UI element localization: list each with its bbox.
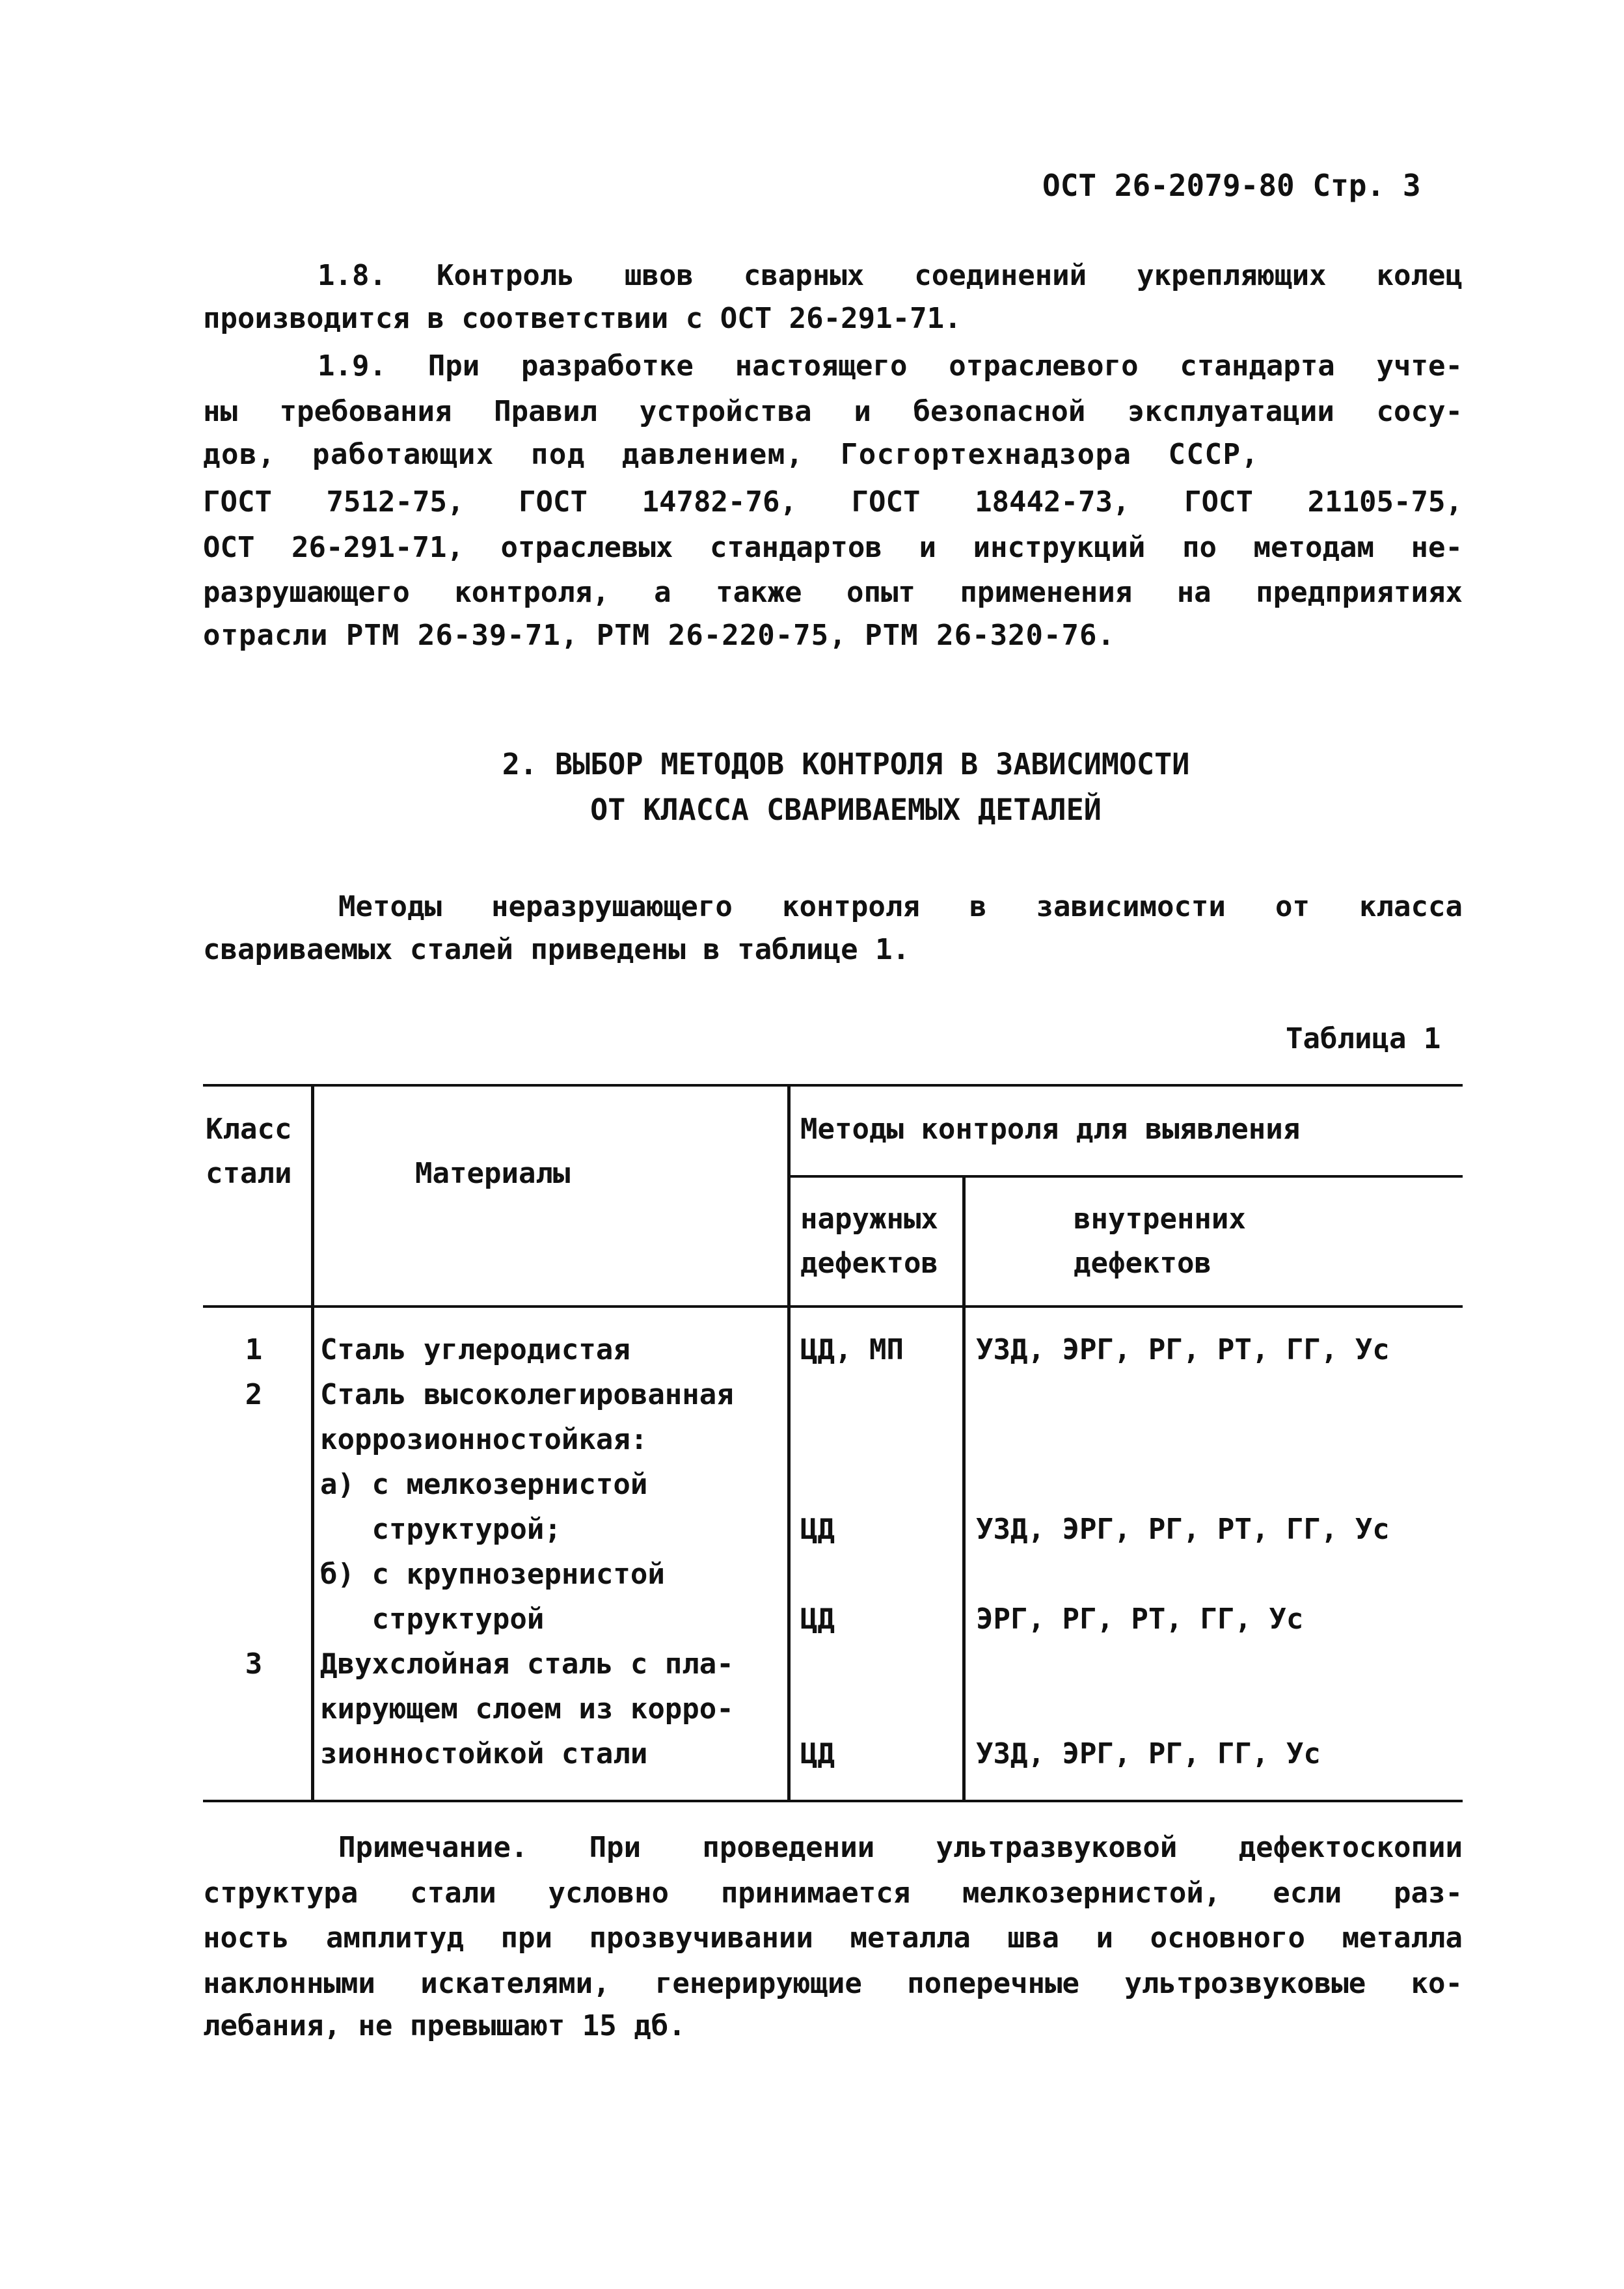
section-heading-line-1: 2. ВЫБОР МЕТОДОВ КОНТРОЛЯ В ЗАВИСИМОСТИ — [502, 747, 1190, 781]
p19-line-4: ГОСТ 7512-75, ГОСТ 14782-76, ГОСТ 18442-73, ГОСТ 21105-75, — [203, 485, 1463, 519]
header-class-line-1: Класс — [206, 1113, 292, 1146]
row-external: ЦД, МП — [800, 1333, 904, 1366]
intro-line-2: свариваемых сталей приведены в таблице 1. — [203, 933, 910, 966]
row-material: Сталь углеродистая — [320, 1333, 630, 1366]
row-material: зионностойкой стали — [320, 1737, 648, 1770]
p19-line-7: отрасли РТМ 26-39-71, РТМ 26-220-75, РТМ 26-320-76. — [203, 619, 1116, 652]
row-external: ЦД — [800, 1737, 835, 1770]
row-material: а) с мелкозернистой — [320, 1468, 648, 1501]
row-internal: ЭРГ, РГ, РТ, ГГ, Ус — [976, 1603, 1304, 1636]
p19-line-5: ОСТ 26-291-71, отраслевых стандартов и инструкций по методам не- — [203, 531, 1463, 564]
row-external: ЦД — [800, 1513, 835, 1546]
row-material: б) с крупнозернистой — [320, 1558, 665, 1591]
table-rule-bottom — [203, 1800, 1463, 1802]
row-class: 1 — [245, 1333, 263, 1366]
header-methods: Методы контроля для выявления — [800, 1113, 1301, 1146]
table-divider-external — [962, 1175, 966, 1802]
p19-line-6: разрушающего контроля, а также опыт применения на предприятиях — [203, 576, 1463, 609]
p19-line-1: 1.9. При разработке настоящего отраслевого стандарта учте- — [318, 349, 1463, 383]
header-class-line-2: стали — [206, 1157, 292, 1190]
header-internal-line-1: внутренних — [1074, 1202, 1246, 1236]
note-line-5: лебания, не превышают 15 дб. — [203, 2009, 686, 2042]
header-external-line-1: наружных — [800, 1202, 938, 1236]
table-rule-methods — [789, 1175, 1463, 1178]
row-material: Двухслойная сталь с пла- — [320, 1647, 734, 1681]
row-external: ЦД — [800, 1603, 835, 1636]
page-header: ОСТ 26-2079-80 Стр. 3 — [1042, 168, 1421, 203]
row-material: кирующем слоем из корро- — [320, 1692, 734, 1726]
row-material: структурой — [320, 1603, 545, 1636]
row-internal: УЗД, ЭРГ, РГ, РТ, ГГ, Ус — [976, 1513, 1390, 1546]
row-class: 3 — [245, 1647, 263, 1681]
header-external-line-2: дефектов — [800, 1247, 938, 1280]
table-rule-header-bottom — [203, 1305, 1463, 1308]
p18-line-1: 1.8. Контроль швов сварных соединений укрепляющих колец — [318, 259, 1463, 292]
p19-line-2: ны требования Правил устройства и безопасной эксплуатации сосу- — [203, 395, 1463, 428]
note-line-3: ность амплитуд при прозвучивании металла шва и основного металла — [203, 1921, 1463, 1955]
intro-line-1: Методы неразрушающего контроля в зависимости от класса — [338, 890, 1463, 923]
note-line-2: структура стали условно принимается мелкозернистой, если раз- — [203, 1876, 1463, 1910]
header-internal-line-2: дефектов — [1074, 1247, 1211, 1280]
note-line-4: наклонными искателями, генерирующие поперечные ультрозвуковые ко- — [203, 1967, 1463, 2000]
p19-line-3: дов, работающих под давлением, Госгортехнадзора СССР, — [203, 438, 1260, 471]
table-divider-class — [311, 1084, 314, 1802]
table-divider-materials — [787, 1084, 791, 1802]
row-material: Сталь высоколегированная — [320, 1378, 734, 1411]
p18-line-2: производится в соответствии с ОСТ 26-291-71. — [203, 302, 962, 335]
row-material: коррозионностойкая: — [320, 1423, 648, 1456]
section-heading-line-2: ОТ КЛАССА СВАРИВАЕМЫХ ДЕТАЛЕЙ — [590, 792, 1102, 827]
row-class: 2 — [245, 1378, 263, 1411]
table-caption: Таблица 1 — [1286, 1022, 1441, 1055]
note-line-1: Примечание. При проведении ультразвуковой дефектоскопии — [338, 1831, 1463, 1864]
row-material: структурой; — [320, 1513, 562, 1546]
table-rule-top — [203, 1084, 1463, 1087]
header-materials: Материалы — [415, 1157, 571, 1190]
row-internal: УЗД, ЭРГ, РГ, РТ, ГГ, Ус — [976, 1333, 1390, 1366]
row-internal: УЗД, ЭРГ, РГ, ГГ, Ус — [976, 1737, 1321, 1770]
